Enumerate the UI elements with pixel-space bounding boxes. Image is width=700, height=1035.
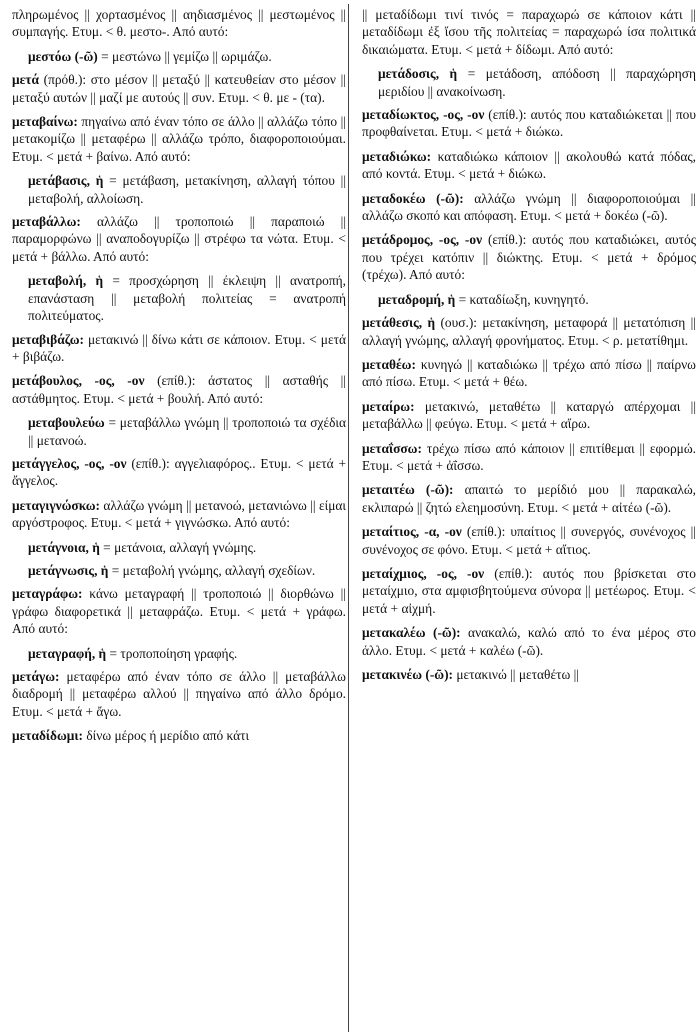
sub-entry (12, 645, 346, 662)
sub-entry (12, 172, 346, 207)
definition: = τροποποίηση γραφής. (106, 645, 238, 661)
definition: = καταδίωξη, κυνηγητό. (455, 291, 589, 307)
headword: μεταβουλεύω (28, 415, 105, 431)
headword: μεταβιβάζω: (12, 331, 85, 347)
definition: αλλάζω γνώμη || διαφοροποιούμαι || αλλάζω σκοπό και απόφαση. Ετυμ. < μετά + δοκέω (-ῶ). (362, 190, 696, 224)
dictionary-entry (12, 727, 346, 744)
definition: (επίθ.): αυτός που βρίσκεται στο μεταίχμιο, στα αμφισβητούμενα σύνορα || μετέωρος. Ετυμ. < μετά + αἰχμή. (362, 565, 697, 616)
dictionary-entry (12, 213, 346, 265)
headword: μεταβαίνω: (12, 114, 78, 130)
definition: = μεστώνω || γεμίζω || ωριμάζω. (97, 48, 272, 64)
definition: αλλάζω || τροποποιώ || παραποιώ || παραμορφώνω || αναποδογυρίζω || στρέφω τα νώτα. Ετυμ. < μετά + βάλλω. Από αυτό: (12, 214, 346, 264)
definition: ανακαλώ, καλώ από το ένα μέρος στο άλλο. Ετυμ. < μετά + καλέω (-ῶ). (362, 625, 696, 658)
sub-entry (12, 414, 346, 449)
dictionary-entry (362, 6, 696, 58)
headword: μετάβασις, ἡ (28, 173, 104, 189)
dictionary-entry (12, 668, 346, 720)
dictionary-entry (12, 331, 346, 366)
dictionary-entry (362, 565, 696, 617)
dictionary-entry (362, 624, 696, 659)
definition: = μετάνοια, αλλαγή γνώμης. (99, 539, 257, 555)
column-divider (348, 4, 349, 1032)
headword: μεταβολή, ἡ (28, 273, 104, 289)
headword: μεταιτέω (-ῶ): (362, 482, 454, 498)
headword: μετάδρομος, -ος, -ον (362, 232, 483, 248)
dictionary-entry (12, 497, 346, 532)
sub-entry (12, 48, 346, 65)
headword: μεταίρω: (362, 398, 415, 414)
dictionary-entry (12, 455, 346, 490)
headword: μετακαλέω (-ῶ): (362, 625, 461, 641)
headword: μετάγω: (12, 669, 60, 684)
dictionary-entry (362, 523, 696, 558)
dictionary-entry (12, 372, 346, 407)
dictionary-entry (12, 113, 346, 165)
definition: μετακινώ || δίνω κάτι σε κάποιον. Ετυμ. < μετά + βιβάζω. (12, 331, 346, 364)
definition: πηγαίνω από έναν τόπο σε άλλο || αλλάζω τόπο || μετακομίζω || μεταφέρω || αλλάζω τρόπο, διαφοροποιούμαι. Ετυμ. < μετά + βαίνω. Από αυτό: (12, 114, 346, 164)
sub-entry (362, 65, 696, 100)
sub-entry (362, 291, 696, 308)
definition: (επίθ.): αυτός που καταδιώκεται || που προφθαίνεται. Ετυμ. < μετά + διώκω. (362, 107, 696, 140)
headword: μετάγγελος, -ος, -ον (12, 455, 127, 471)
headword: μεταγραφή, ἡ (28, 645, 107, 661)
headword: μεταδίδωμι: (12, 728, 84, 744)
definition: απαιτώ το μερίδιό μου || παρακαλώ, εκλιπαρώ || ζητώ ελεημοσύνη. Ετυμ. < μετά + αἰτέω (-ῶ). (362, 482, 696, 515)
definition: πληρωμένος || χορτασμένος || αηδιασμένος || μεστωμένος || συμπαγής. Ετυμ. < θ. μεστο-. Από αυτό: (12, 7, 346, 40)
definition: (πρόθ.): στο μέσον || μεταξύ || κατευθείαν στο μέσον || μεταξύ αυτών || μαζί με αυτούς || συν. Ετυμ. < θ. με - (τα). (12, 72, 346, 105)
dictionary-entry (362, 398, 696, 433)
definition: (επίθ.): άστατος || ασταθής || αστάθμητος. Ετυμ. < μετά + βουλή. Από αυτό: (12, 373, 346, 406)
dictionary-entry (362, 481, 696, 516)
dictionary-entry (362, 356, 696, 391)
definition: = προσχώρηση || έκλειψη || ανατροπή, επανάσταση || μεταβολή πολιτείας = ανατροπή πολιτεύματος. (28, 273, 346, 324)
dictionary-entry (12, 71, 346, 106)
definition: = μεταβολή γνώμης, αλλαγή σχεδίων. (108, 562, 316, 578)
definition: (ουσ.): μετακίνηση, μεταφορά || μετατόπιση || αλλαγή γνώμης, αλλαγή φρονήματος. Ετυμ. < ρ. μετατίθημι. (362, 315, 696, 348)
dictionary-entry (362, 190, 696, 225)
left-column (12, 6, 346, 752)
headword: μετάθεσις, ἡ (362, 315, 436, 331)
dictionary-entry (362, 314, 696, 349)
headword: μετάγνοια, ἡ (28, 539, 100, 555)
right-column (362, 6, 696, 690)
headword: μεταγιγνώσκω: (12, 497, 100, 513)
headword: μεταδίωκτος, -ος, -ον (362, 107, 485, 123)
definition: δίνω μέρος ή μερίδιο από κάτι (83, 728, 250, 744)
headword: μεταγράφω: (12, 586, 83, 602)
definition: τρέχω πίσω από κάποιον || επιτίθεμαι || εφορμώ. Ετυμ. < μετά + ἀΐσσω. (362, 440, 696, 473)
definition: καταδιώκω κάποιον || ακολουθώ κατά πόδας, από κοντά. Ετυμ. < μετά + διώκω. (362, 148, 696, 182)
definition: = μεταβάλλω γνώμη || τροποποιώ τα σχέδια || μετανοώ. (28, 415, 346, 448)
headword: μετάβουλος, -ος, -ον (12, 373, 145, 389)
headword: μετάδοσις, ἡ (378, 66, 458, 82)
headword: μεταΐσσω: (362, 440, 422, 456)
headword: μεταθέω: (362, 356, 416, 372)
definition: (επίθ.): αυτός που καταδιώκει, αυτός που τρέχει κατόπιν || διώκτης. Ετυμ. < μετά + δρόμος (τρέχω). Από αυτό: (362, 232, 696, 283)
definition: = μετάδοση, απόδοση || παραχώρηση μεριδίου || ανακοίνωση. (378, 66, 696, 99)
dictionary-entry (12, 585, 346, 637)
sub-entry (12, 562, 346, 579)
headword: μετακινέω (-ῶ): (362, 667, 454, 682)
headword: μεταδοκέω (-ῶ): (362, 190, 464, 206)
definition: μετακινώ || μεταθέτω || (453, 667, 579, 682)
definition: μεταφέρω από έναν τόπο σε άλλο || μεταβάλλω διαδρομή || μεταφέρω αλλού || πηγαίνω από άλλο δρόμο. Ετυμ. < μετά + ἄγω. (12, 669, 346, 719)
headword: μεταίτιος, -α, -ον (362, 524, 462, 540)
headword: μετάγνωσις, ἡ (28, 562, 109, 578)
headword: μεταίχμιος, -ος, -ον (362, 565, 485, 581)
definition: = μετάβαση, μετακίνηση, αλλαγή τόπου || μεταβολή, αλλοίωση. (28, 173, 346, 206)
definition: κάνω μεταγραφή || τροποποιώ || διορθώνω || γράφω διαφορετικά || μεταφράζω. Ετυμ. < μετά + γράφω. Από αυτό: (12, 586, 346, 637)
headword: μετά (12, 72, 39, 88)
definition: (επίθ.): υπαίτιος || συνεργός, συνένοχος || συνένοχος σε φόνο. Ετυμ. < μετά + αἴτιος. (362, 524, 696, 557)
headword: μεστόω (-ῶ) (28, 48, 98, 64)
dictionary-entry (362, 148, 696, 183)
dictionary-entry (362, 440, 696, 475)
headword: μεταδιώκω: (362, 148, 432, 164)
headword: μεταβάλλω: (12, 214, 81, 230)
sub-entry (12, 539, 346, 556)
definition: (επίθ.): αγγελιαφόρος.. Ετυμ. < μετά + ἄγγελος. (12, 455, 347, 489)
dictionary-entry (12, 6, 346, 41)
headword: μεταδρομή, ἡ (378, 291, 456, 307)
definition: αλλάζω γνώμη || μετανοώ, μετανιώνω || είμαι αργόστροφος. Ετυμ. < μετά + γιγνώσκω. Από αυτό: (12, 497, 346, 531)
definition: μετακινώ, μεταθέτω || καταργώ απέρχομαι || μεταβάλλω || φεύγω. Ετυμ. < μετά + αἴρω. (362, 398, 696, 432)
dictionary-entry (362, 231, 696, 283)
dictionary-entry (362, 106, 696, 141)
definition: || μεταδίδωμι τινί τινός = παραχωρώ σε κάποιον κάτι || μεταδίδωμι ἐξ ἴσου τῆς πολιτείας = παραχωρώ ίσα πολιτικά δικαιώματα. Ετυμ. < μετά + δίδωμι. Από αυτό: (362, 7, 696, 57)
definition: κυνηγώ || καταδιώκω || τρέχω από πίσω || παίρνω από πίσω. Ετυμ. < μετά + θέω. (362, 356, 696, 390)
sub-entry (12, 272, 346, 324)
dictionary-entry (362, 666, 696, 683)
